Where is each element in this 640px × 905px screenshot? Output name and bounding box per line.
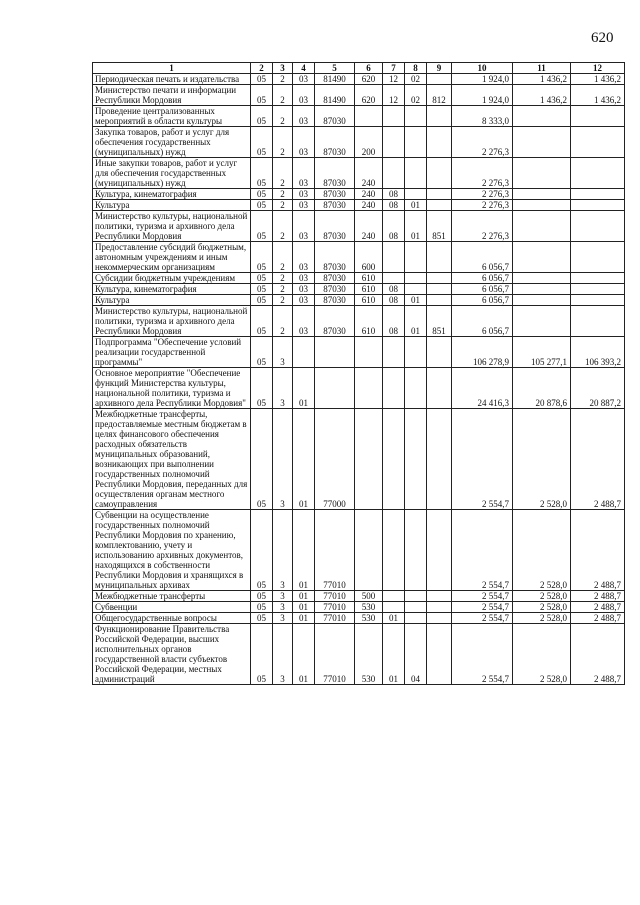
row-name-cell: Закупка товаров, работ и услуг для обеспечения государственных (муниципальных) нужд: [93, 127, 251, 158]
row-value-cell: 03: [293, 284, 315, 295]
row-value-cell: 05: [251, 189, 273, 200]
table-row: [93, 284, 625, 295]
row-value-cell: 240: [355, 211, 383, 242]
row-value-cell: 2: [273, 295, 293, 306]
row-value-cell: 01: [293, 510, 315, 591]
row-value-cell: 87030: [315, 273, 355, 284]
row-value-cell: 2 554,7: [452, 602, 513, 613]
row-value-cell: [427, 295, 452, 306]
row-value-cell: 240: [355, 200, 383, 211]
row-value-cell: 05: [251, 368, 273, 409]
row-value-cell: 610: [355, 306, 383, 337]
row-value-cell: [427, 127, 452, 158]
row-value-cell: 2 488,7: [571, 591, 625, 602]
row-value-cell: [315, 368, 355, 409]
row-value-cell: 81490: [315, 74, 355, 85]
row-value-cell: 530: [355, 624, 383, 685]
row-value-cell: 87030: [315, 242, 355, 273]
row-value-cell: 2: [273, 306, 293, 337]
row-value-cell: 05: [251, 510, 273, 591]
row-value-cell: [427, 189, 452, 200]
row-name-cell: Субсидии бюджетным учреждениям: [93, 273, 251, 284]
row-value-cell: 2 276,3: [452, 127, 513, 158]
table-row: [93, 211, 625, 242]
row-value-cell: 530: [355, 613, 383, 624]
row-value-cell: 6 056,7: [452, 242, 513, 273]
row-value-cell: 106 393,2: [571, 337, 625, 368]
row-value-cell: 01: [383, 624, 405, 685]
row-value-cell: 12: [383, 85, 405, 106]
row-value-cell: 2 554,7: [452, 591, 513, 602]
row-value-cell: 01: [293, 624, 315, 685]
row-value-cell: [383, 337, 405, 368]
table-row: [93, 273, 625, 284]
row-value-cell: [571, 189, 625, 200]
row-value-cell: 87030: [315, 106, 355, 127]
row-value-cell: 01: [293, 602, 315, 613]
table-row: [93, 306, 625, 337]
row-value-cell: 3: [273, 409, 293, 510]
column-header: 10: [452, 63, 513, 74]
row-value-cell: 812: [427, 85, 452, 106]
row-value-cell: 08: [383, 189, 405, 200]
row-value-cell: [427, 510, 452, 591]
row-value-cell: [315, 337, 355, 368]
row-value-cell: [383, 158, 405, 189]
row-value-cell: 3: [273, 337, 293, 368]
row-value-cell: 03: [293, 74, 315, 85]
table-row: [93, 242, 625, 273]
table-row: [93, 368, 625, 409]
row-value-cell: [513, 273, 571, 284]
row-value-cell: [293, 337, 315, 368]
row-value-cell: 2 528,0: [513, 624, 571, 685]
row-value-cell: 2 528,0: [513, 613, 571, 624]
row-name-cell: Субвенции на осуществление государственных полномочий Республики Мордовия по хранению, комплектованию, учету и использованию архивных документов, находящихся в собственности Республики Мордовия и хранящихся в муниципальных архивах: [93, 510, 251, 591]
row-value-cell: 6 056,7: [452, 284, 513, 295]
row-value-cell: [355, 337, 383, 368]
row-value-cell: 01: [293, 591, 315, 602]
row-value-cell: [405, 602, 427, 613]
row-name-cell: Межбюджетные трансферты: [93, 591, 251, 602]
row-value-cell: 3: [273, 602, 293, 613]
column-header: 4: [293, 63, 315, 74]
header-row: [93, 63, 625, 74]
row-value-cell: 610: [355, 284, 383, 295]
row-value-cell: [571, 284, 625, 295]
row-value-cell: 1 924,0: [452, 85, 513, 106]
row-value-cell: [355, 409, 383, 510]
row-value-cell: 03: [293, 127, 315, 158]
row-value-cell: 2 276,3: [452, 189, 513, 200]
row-value-cell: 01: [405, 295, 427, 306]
row-value-cell: 05: [251, 602, 273, 613]
row-name-cell: Основное мероприятие "Обеспечение функций Министерства культуры, национальной политики, туризма и архивного дела Республики Мордовия": [93, 368, 251, 409]
row-value-cell: 2 554,7: [452, 624, 513, 685]
row-value-cell: 05: [251, 74, 273, 85]
column-header: 5: [315, 63, 355, 74]
row-value-cell: 240: [355, 189, 383, 200]
row-value-cell: 01: [405, 211, 427, 242]
table-row: [93, 85, 625, 106]
row-value-cell: 3: [273, 591, 293, 602]
row-value-cell: 01: [293, 613, 315, 624]
row-value-cell: 2: [273, 284, 293, 295]
row-value-cell: 77000: [315, 409, 355, 510]
row-value-cell: 81490: [315, 85, 355, 106]
row-name-cell: Предоставление субсидий бюджетным, автономным учреждениям и иным некоммерческим организациям: [93, 242, 251, 273]
row-value-cell: 2: [273, 211, 293, 242]
row-value-cell: [427, 368, 452, 409]
row-value-cell: [405, 613, 427, 624]
column-header: 9: [427, 63, 452, 74]
row-value-cell: 610: [355, 295, 383, 306]
row-value-cell: [383, 602, 405, 613]
row-name-cell: Министерство культуры, национальной политики, туризма и архивного дела Республики Мордовия: [93, 306, 251, 337]
row-value-cell: 02: [405, 74, 427, 85]
row-value-cell: 6 056,7: [452, 306, 513, 337]
row-value-cell: 6 056,7: [452, 273, 513, 284]
row-value-cell: 87030: [315, 158, 355, 189]
row-value-cell: 2 554,7: [452, 613, 513, 624]
row-value-cell: 240: [355, 158, 383, 189]
row-value-cell: 6 056,7: [452, 295, 513, 306]
row-value-cell: [355, 368, 383, 409]
row-name-cell: Функционирование Правительства Российской Федерации, высших исполнительных органов государственной власти субъектов Российской Федерации, местных администраций: [93, 624, 251, 685]
row-value-cell: 105 277,1: [513, 337, 571, 368]
row-value-cell: [513, 106, 571, 127]
row-value-cell: [427, 624, 452, 685]
row-value-cell: 2: [273, 85, 293, 106]
row-value-cell: 106 278,9: [452, 337, 513, 368]
row-value-cell: [571, 306, 625, 337]
row-value-cell: 05: [251, 242, 273, 273]
row-value-cell: 05: [251, 613, 273, 624]
row-value-cell: [513, 189, 571, 200]
row-value-cell: 2: [273, 106, 293, 127]
row-value-cell: 05: [251, 337, 273, 368]
row-value-cell: 2: [273, 127, 293, 158]
row-value-cell: 08: [383, 306, 405, 337]
row-value-cell: 77010: [315, 624, 355, 685]
row-value-cell: 03: [293, 85, 315, 106]
row-value-cell: 2 488,7: [571, 409, 625, 510]
row-value-cell: 87030: [315, 200, 355, 211]
row-value-cell: 08: [383, 284, 405, 295]
column-header: 12: [571, 63, 625, 74]
row-value-cell: 08: [383, 211, 405, 242]
row-value-cell: [383, 273, 405, 284]
table-row: [93, 74, 625, 85]
row-name-cell: Субвенции: [93, 602, 251, 613]
row-value-cell: [513, 295, 571, 306]
row-value-cell: 2 488,7: [571, 613, 625, 624]
row-value-cell: [405, 510, 427, 591]
row-value-cell: 2: [273, 158, 293, 189]
row-value-cell: 05: [251, 306, 273, 337]
row-value-cell: [427, 158, 452, 189]
row-value-cell: [405, 106, 427, 127]
column-header: 11: [513, 63, 571, 74]
row-value-cell: 05: [251, 200, 273, 211]
row-value-cell: [513, 158, 571, 189]
row-value-cell: 05: [251, 295, 273, 306]
row-value-cell: 77010: [315, 602, 355, 613]
row-value-cell: [405, 409, 427, 510]
row-value-cell: [427, 74, 452, 85]
row-value-cell: 03: [293, 273, 315, 284]
row-value-cell: 05: [251, 211, 273, 242]
row-name-cell: Культура: [93, 200, 251, 211]
row-value-cell: 05: [251, 273, 273, 284]
table-row: [93, 127, 625, 158]
row-value-cell: 03: [293, 295, 315, 306]
row-value-cell: 05: [251, 284, 273, 295]
row-value-cell: 87030: [315, 306, 355, 337]
row-value-cell: [405, 189, 427, 200]
row-value-cell: 03: [293, 242, 315, 273]
row-value-cell: [405, 127, 427, 158]
row-value-cell: [355, 106, 383, 127]
table-row: [93, 624, 625, 685]
budget-table: [92, 62, 625, 685]
row-value-cell: 12: [383, 74, 405, 85]
row-value-cell: [571, 127, 625, 158]
row-value-cell: 05: [251, 158, 273, 189]
row-value-cell: 02: [405, 85, 427, 106]
table-row: [93, 295, 625, 306]
row-value-cell: 2: [273, 189, 293, 200]
row-value-cell: [383, 591, 405, 602]
table-row: [93, 510, 625, 591]
row-value-cell: [571, 106, 625, 127]
table-row: [93, 602, 625, 613]
row-value-cell: [571, 158, 625, 189]
row-name-cell: Культура: [93, 295, 251, 306]
row-value-cell: 851: [427, 211, 452, 242]
row-name-cell: Общегосударственные вопросы: [93, 613, 251, 624]
row-value-cell: [571, 242, 625, 273]
row-value-cell: 77010: [315, 510, 355, 591]
row-name-cell: Министерство печати и информации Республики Мордовия: [93, 85, 251, 106]
row-value-cell: 03: [293, 158, 315, 189]
column-header: 2: [251, 63, 273, 74]
row-value-cell: 2: [273, 74, 293, 85]
table-row: [93, 591, 625, 602]
row-name-cell: Культура, кинематография: [93, 284, 251, 295]
row-value-cell: [571, 211, 625, 242]
row-value-cell: [427, 284, 452, 295]
row-value-cell: 08: [383, 295, 405, 306]
row-value-cell: 2: [273, 273, 293, 284]
page-number: 620: [591, 30, 614, 46]
row-value-cell: 87030: [315, 284, 355, 295]
column-header: 7: [383, 63, 405, 74]
row-value-cell: 530: [355, 602, 383, 613]
column-header: 6: [355, 63, 383, 74]
row-value-cell: [405, 273, 427, 284]
row-value-cell: [427, 273, 452, 284]
row-value-cell: [383, 106, 405, 127]
row-value-cell: 2 528,0: [513, 602, 571, 613]
row-value-cell: 610: [355, 273, 383, 284]
table-row: [93, 106, 625, 127]
row-value-cell: [427, 200, 452, 211]
row-value-cell: [427, 337, 452, 368]
row-value-cell: 87030: [315, 295, 355, 306]
row-value-cell: 20 887,2: [571, 368, 625, 409]
row-value-cell: 01: [405, 200, 427, 211]
row-value-cell: 3: [273, 624, 293, 685]
row-value-cell: [427, 242, 452, 273]
row-name-cell: Периодическая печать и издательства: [93, 74, 251, 85]
row-value-cell: 03: [293, 200, 315, 211]
row-value-cell: 620: [355, 74, 383, 85]
row-value-cell: 05: [251, 624, 273, 685]
row-value-cell: 01: [405, 306, 427, 337]
row-value-cell: 1 436,2: [513, 85, 571, 106]
row-value-cell: [427, 591, 452, 602]
row-name-cell: Межбюджетные трансферты, предоставляемые местным бюджетам в целях финансового обеспечения расходных обязательств муниципальных образований, возникающих при выполнении государственных полномочий Республики Мордовия, переданных для осуществления органам местного самоуправления: [93, 409, 251, 510]
row-value-cell: [513, 284, 571, 295]
row-value-cell: 3: [273, 368, 293, 409]
row-value-cell: [405, 368, 427, 409]
row-name-cell: Подпрограмма "Обеспечение условий реализации государственной программы": [93, 337, 251, 368]
row-value-cell: 03: [293, 211, 315, 242]
row-value-cell: [513, 211, 571, 242]
row-value-cell: 05: [251, 106, 273, 127]
row-value-cell: 2 488,7: [571, 510, 625, 591]
row-value-cell: 87030: [315, 211, 355, 242]
row-name-cell: Иные закупки товаров, работ и услуг для обеспечения государственных (муниципальных) нужд: [93, 158, 251, 189]
table-row: [93, 158, 625, 189]
row-value-cell: 05: [251, 591, 273, 602]
row-value-cell: [427, 409, 452, 510]
row-value-cell: [383, 127, 405, 158]
column-header: 8: [405, 63, 427, 74]
row-value-cell: 500: [355, 591, 383, 602]
row-value-cell: 03: [293, 306, 315, 337]
row-value-cell: 01: [293, 409, 315, 510]
row-value-cell: 77010: [315, 613, 355, 624]
row-value-cell: 2 276,3: [452, 200, 513, 211]
row-value-cell: [383, 242, 405, 273]
table-row: [93, 189, 625, 200]
row-value-cell: [405, 158, 427, 189]
row-value-cell: 05: [251, 127, 273, 158]
row-name-cell: Проведение централизованных мероприятий в области культуры: [93, 106, 251, 127]
row-value-cell: 2 488,7: [571, 624, 625, 685]
row-value-cell: 200: [355, 127, 383, 158]
row-value-cell: 20 878,6: [513, 368, 571, 409]
row-value-cell: [383, 510, 405, 591]
row-value-cell: 2 528,0: [513, 591, 571, 602]
row-value-cell: 05: [251, 409, 273, 510]
row-value-cell: 2: [273, 242, 293, 273]
row-value-cell: 8 333,0: [452, 106, 513, 127]
row-value-cell: 2: [273, 200, 293, 211]
row-value-cell: [513, 127, 571, 158]
table-row: [93, 613, 625, 624]
row-value-cell: [383, 368, 405, 409]
row-value-cell: 01: [383, 613, 405, 624]
row-value-cell: [405, 591, 427, 602]
row-value-cell: 1 436,2: [513, 74, 571, 85]
row-value-cell: [427, 613, 452, 624]
row-value-cell: 04: [405, 624, 427, 685]
row-value-cell: 1 436,2: [571, 85, 625, 106]
row-value-cell: 2 276,3: [452, 211, 513, 242]
row-value-cell: 87030: [315, 127, 355, 158]
row-value-cell: [513, 306, 571, 337]
row-value-cell: 2 554,7: [452, 409, 513, 510]
row-value-cell: [427, 106, 452, 127]
row-value-cell: [405, 242, 427, 273]
row-value-cell: [571, 200, 625, 211]
row-value-cell: [405, 337, 427, 368]
row-value-cell: 03: [293, 106, 315, 127]
row-value-cell: 1 436,2: [571, 74, 625, 85]
row-value-cell: 600: [355, 242, 383, 273]
column-header: 1: [93, 63, 251, 74]
row-value-cell: 08: [383, 200, 405, 211]
row-value-cell: [405, 284, 427, 295]
row-value-cell: [383, 409, 405, 510]
row-value-cell: 851: [427, 306, 452, 337]
column-header: 3: [273, 63, 293, 74]
row-value-cell: 05: [251, 85, 273, 106]
row-value-cell: 3: [273, 510, 293, 591]
row-value-cell: 24 416,3: [452, 368, 513, 409]
row-name-cell: Культура, кинематография: [93, 189, 251, 200]
row-value-cell: 1 924,0: [452, 74, 513, 85]
row-value-cell: 2 488,7: [571, 602, 625, 613]
row-value-cell: 2 554,7: [452, 510, 513, 591]
table-row: [93, 409, 625, 510]
row-value-cell: 2 276,3: [452, 158, 513, 189]
row-value-cell: [427, 602, 452, 613]
row-value-cell: [571, 273, 625, 284]
row-value-cell: 01: [293, 368, 315, 409]
row-value-cell: [513, 242, 571, 273]
row-value-cell: [513, 200, 571, 211]
row-value-cell: 87030: [315, 189, 355, 200]
row-value-cell: [355, 510, 383, 591]
row-value-cell: 3: [273, 613, 293, 624]
row-value-cell: 03: [293, 189, 315, 200]
table-row: [93, 337, 625, 368]
row-value-cell: 2 528,0: [513, 409, 571, 510]
row-value-cell: 2 528,0: [513, 510, 571, 591]
row-value-cell: 620: [355, 85, 383, 106]
table-row: [93, 200, 625, 211]
row-name-cell: Министерство культуры, национальной политики, туризма и архивного дела Республики Мордовия: [93, 211, 251, 242]
row-value-cell: 77010: [315, 591, 355, 602]
row-value-cell: [571, 295, 625, 306]
